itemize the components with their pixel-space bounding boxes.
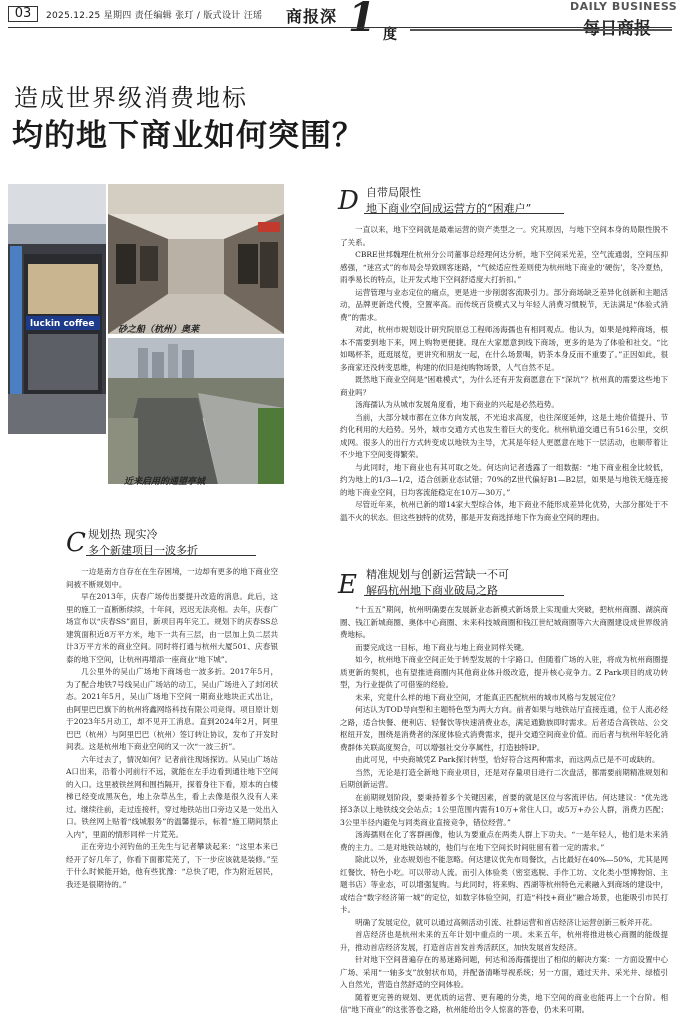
paragraph: 当然，无论是打造全新地下商业项目，还是对存量项目进行二次盘活，都需要前期精准规划和后期创新运营。 — [340, 767, 668, 789]
paragraph: 随着更完善的规划、更优质的运营、更有趣的分类，地下空间的商业也能再上一个台阶。相信“地下商业”的这张答卷之路，杭州能给出令人惊喜的答卷，仍未来可期。 — [340, 992, 668, 1014]
paper-name-cn: 每日商报 — [583, 19, 651, 39]
paragraph: 未来，究竟什么样的地下商业空间，才能真正匹配杭州的城市风格与发展定位？ — [355, 692, 620, 702]
shop-sign-text: luckin coffee — [30, 319, 95, 329]
section-c-title-1: 规划热 现实冷 — [88, 528, 158, 541]
headline-kicker: 造成世界级消费地标 — [14, 84, 248, 112]
section-d-letter: D — [338, 186, 359, 216]
paper-name-en: DAILY BUSINESS — [570, 0, 678, 13]
paragraph: 运营管理与业态定位的痛点，更是进一步削弱客流吸引力。部分商场缺乏差异化创新和主题活动，品牌更新迭代慢，空置率高。而传统百货模式又与年轻人消费习惯脱节，无法满足“体验式消费”的需求。 — [340, 287, 668, 322]
paragraph: 首店经济也是杭州未来的五年计划中重点的一项。未来五年，杭州将推进核心商圈的能级提升，推动首店经济发展，打造首店首发首秀活跃区，加快发展首发经济。 — [340, 930, 668, 952]
section-e-letter: E — [338, 570, 357, 600]
section-e-header — [338, 562, 668, 602]
paragraph: 何达认为TOD导向型和主题特色型为两大方向。前者如果与地铁站厅直接连通，位于人流必经之路，适合快餐、便利店、轻餐饮等快速消费业态，满足通勤族即时需求。后者适合高铁站、公交枢纽开发，围绕是消费者的深度体验式消费需求，提升交通空间商业价值。而后者与杭州年轻化消费群体关联高度契合，可以增强社交分享属性，打造独特IP。 — [340, 705, 668, 752]
paragraph: 几公里外的吴山广场地下商场也一波多折。2017年5月，为了配合地铁7号线吴山广场站的动工，吴山广场进入了封闭状态。2021年5月，吴山广场地下空间一期商业地块正式出让，由阿里巴巴旗下的杭州将鑫网络科技有限公司竞得。项目原计划于2023年5月动工，却不见开工消息。直到2024年2月，阿里巴巴（杭州）与阿里巴巴（杭州）签订转让协议，发布了开发时间表。这是杭州地下商业空间的又一次“一波三折”。 — [66, 667, 278, 751]
header-rule-thick — [410, 29, 672, 31]
article-column-left — [66, 566, 278, 1018]
paragraph: 既然地下商业空间是“困难模式”，为什么还有开发商愿意在下“深坑”？杭州真的需要这些地下商业吗？ — [340, 375, 668, 397]
paragraph: 在前期规划阶段，要秉持着多个关键因素，首要的就是区位与客流评估。何达建议：“优先选择3条以上地铁线交会站点；1公里范围内需有10万+常住人口，或5万+办公人群，消费力匹配；3公里半径内避免与同类商业直接竞争，错位经营。” — [340, 792, 668, 827]
section-e-title-2: 解码杭州地下商业破局之路 — [366, 584, 498, 597]
section-c-title-2: 多个新建项目一波多折 — [88, 544, 198, 557]
paragraph: “十五五”期间，杭州明确要在发展新业态新模式新场景上实现重大突破，把杭州商圈、湖滨商圈、钱江新城商圈、奥体中心商圈、未来科技城商圈和钱江世纪城商圈等六大商圈建设成世界级消费地标。 — [340, 605, 668, 639]
section-e-rule — [364, 595, 564, 596]
section-c-header — [66, 522, 278, 562]
page-number: 03 — [8, 6, 38, 22]
paragraph: CBRE世邦魏理仕杭州分公司董事总经理何达分析，地下空间采光差，空气流通弱，空间压抑感强，“迷宫式”的布局会导致顾客迷路，“气候适应性差则使为杭州地下商业的‘硬伤’，冬冷夏热，雨季易长的特点，让开发式地下空间舒适度大打折扣。” — [340, 250, 668, 284]
paragraph: 尽管近年来，杭州已新的增14家大型综合体，地下商业不能形成差异化优势，大部分都处于不温不火的状态。但这些独特的优势，都是开发商选择地下作为商业空间的理由。 — [340, 500, 668, 522]
underground-shop-photo — [8, 184, 106, 434]
headline-main: 均的地下商业如何突围？ — [12, 118, 364, 154]
paragraph: 当前，大部分城市都在立体方向发展，不光追求高度，也往深度延伸，这是土地价值提升、节约化利用的大趋势。另外，城市交通方式也发生着巨大的变化。杭州轨道交通已有516公里，交织成网。很多人的出行方式转变成以地铁为主导，尤其是年轻人更愿意在地下一层活动，也顺带着让不少地下空间变得繁荣。 — [340, 412, 668, 459]
paragraph: 除此以外，业态规划也不能忽略。何达建议优先布局餐饮，占比最好在40%—50%，尤其是网红餐饮、特色小吃。可以带动人流。而引入体验类（密室逃脱、手作工坊、文化类小型博物馆、主题书店）等业态，可以增强复购。与此同时，将来购、西湖等杭州特色元素融入到商场的建设中，或结合“数字经济第一城”的定位，如数字体验空间，打造“科技+商业”融合场景，也能吸引市民打卡。 — [340, 855, 668, 914]
paragraph: 由此可见，中央商城凭Z Park探讨转型，恰好符合这两种需求，而这两点已是不可或缺的。 — [355, 755, 660, 764]
paragraph: 如今，杭州地下商业空间正处于转型发展的十字路口。但随着广场的入驻，将成为杭州商圈提质更新的契机，也有望推进商圈内其他商业体升级改造，提升核心竞争力。Z Park项目的成功转型，为行业提供了可借鉴的经验。 — [340, 655, 668, 689]
column-brand: 商报深 — [286, 7, 338, 26]
paragraph: 六年过去了，情况如何？记者前往现场探访。从吴山广场站A口出来，沿着小河前行不远，就能在左手边看到通往地下空间的入口。这里被铁丝网和围挡隔开，探着身往下看，原本的白楼梯已经变成黑灰色，地上杂草丛生，看上去像是很久没有人来过。继续往前，走过连接杆，穿过地铁站出口旁边又是一处出入口。铁丝网上贴着“线城服务”的温馨提示，标着“施工期间禁止入内”，里面的情形同样一片荒芜。 — [66, 754, 278, 839]
section-d-title-2: 地下商业空间成运营方的“困难户” — [366, 202, 532, 215]
section-d-title-1: 自带局限性 — [366, 186, 421, 199]
section-d-header — [338, 180, 668, 220]
mall-corridor-photo — [108, 184, 284, 334]
section-c-letter: C — [66, 528, 86, 558]
column-suffix: 度 — [383, 27, 397, 43]
section-d-rule — [364, 213, 564, 214]
paragraph: 汤海孺则在化了客群画像，他认为要重点在两类人群上下功夫。“一是年轻人，他们是未来消费的主力。二是对地铁站城的，他们与在地下空间长时间驻留有着一定的需求。” — [340, 830, 668, 852]
photo-caption-site: 近来启用的通望亭城 — [124, 477, 206, 487]
paragraph: 汤海孺认为从城市发展角度看，地下商业的兴起是必然趋势。 — [355, 400, 559, 409]
column-numeral: 1 — [348, 0, 376, 41]
paragraph: 与此同时，地下商业也有其可取之处。何达向记者透露了一组数据：“地下商业租金比较低，约为地上的1/3—1/2，适合创新业态试错；70%的Z世代偏好B1—B2层，如果是与地铁无缝连接的地下商业空间，日均客流能稳定在10万—30万。” — [340, 462, 668, 497]
photo-caption-mall: 砂之船（杭州）奥莱 — [118, 325, 200, 335]
construction-site-photo — [108, 338, 284, 484]
paragraph: 明确了发展定位，就可以通过高频活动引流、社群运营和首店经济让运营创新三板斧开花。 — [355, 917, 657, 927]
issue-info: 2025.12.25 星期四 责任编辑 张玎 / 版式设计 汪瑶 — [46, 11, 263, 21]
paragraph: 早在2013年，庆春广场传出要提升改造的消息。此后，这里的施工一直断断续续，十年间，迟迟无法亮相。去年，庆春广场宣布以“庆春SS”面目，新项目再年完工。规划下的庆春SS总建筑面积近8万平方米，地下一共有三层，由一层加上负二层共计3万平方米的商业空间。同时将打通与杭州大厦501、庆春银泰的地下空间，让杭州再增添一座商业“地下城”。 — [66, 592, 278, 664]
header-rule — [8, 27, 672, 28]
section-c-rule — [86, 555, 256, 556]
paragraph: 对此，杭州市规划设计研究院原总工程师汤海孺也有相同观点。他认为，如果是纯粹商场，根本不需要到地下来，网上购物更便捷。现在大家愿意到线下商场，更多的是为了体验和社交。“比如喝杯茶，逛逛展览，更讲究和朋友一起，在什么场景喝，奶茶本身反而不重要了。”正因如此，很多商家还没转变思维，构建的依旧是纯购物场景，人气自然不足。 — [340, 325, 668, 372]
section-e-title-1: 精准规划与创新运营缺一不可 — [366, 568, 509, 581]
paragraph: 一边是南方自存在在生存困境，一边却有更多的地下商业空间被不断规划中。 — [66, 567, 278, 589]
article-column-right-bottom — [340, 604, 668, 1020]
article-column-right-top — [340, 224, 668, 554]
paragraph: 一直以来，地下空间就是最难运营的资产类型之一。究其原因，与地下空间本身的局限性脱不了关系。 — [340, 225, 668, 247]
paragraph: 而要完成这一目标，地下商业与地上商业同样关键。 — [355, 642, 529, 652]
paragraph: 正在旁边小河钓鱼的王先生与记者攀谈起来：“这里本来已经开了好几年了，你看下面都荒芜了，下一步应该就是装修。”至于什么时候能开始，他有些犹豫：“总快了吧，作为附近居民，我还是很期待的。” — [66, 842, 278, 889]
paragraph: 针对地下空间普遍存在的易迷路问题，何达和汤海孺提出了相似的解决方案：一方面设置中心广场、采用“一轴多支”放射状布局，并配备清晰导视系统；另一方面，通过天井、采光井、绿植引入自然光，营造自然舒适的空间体验。 — [340, 955, 668, 989]
